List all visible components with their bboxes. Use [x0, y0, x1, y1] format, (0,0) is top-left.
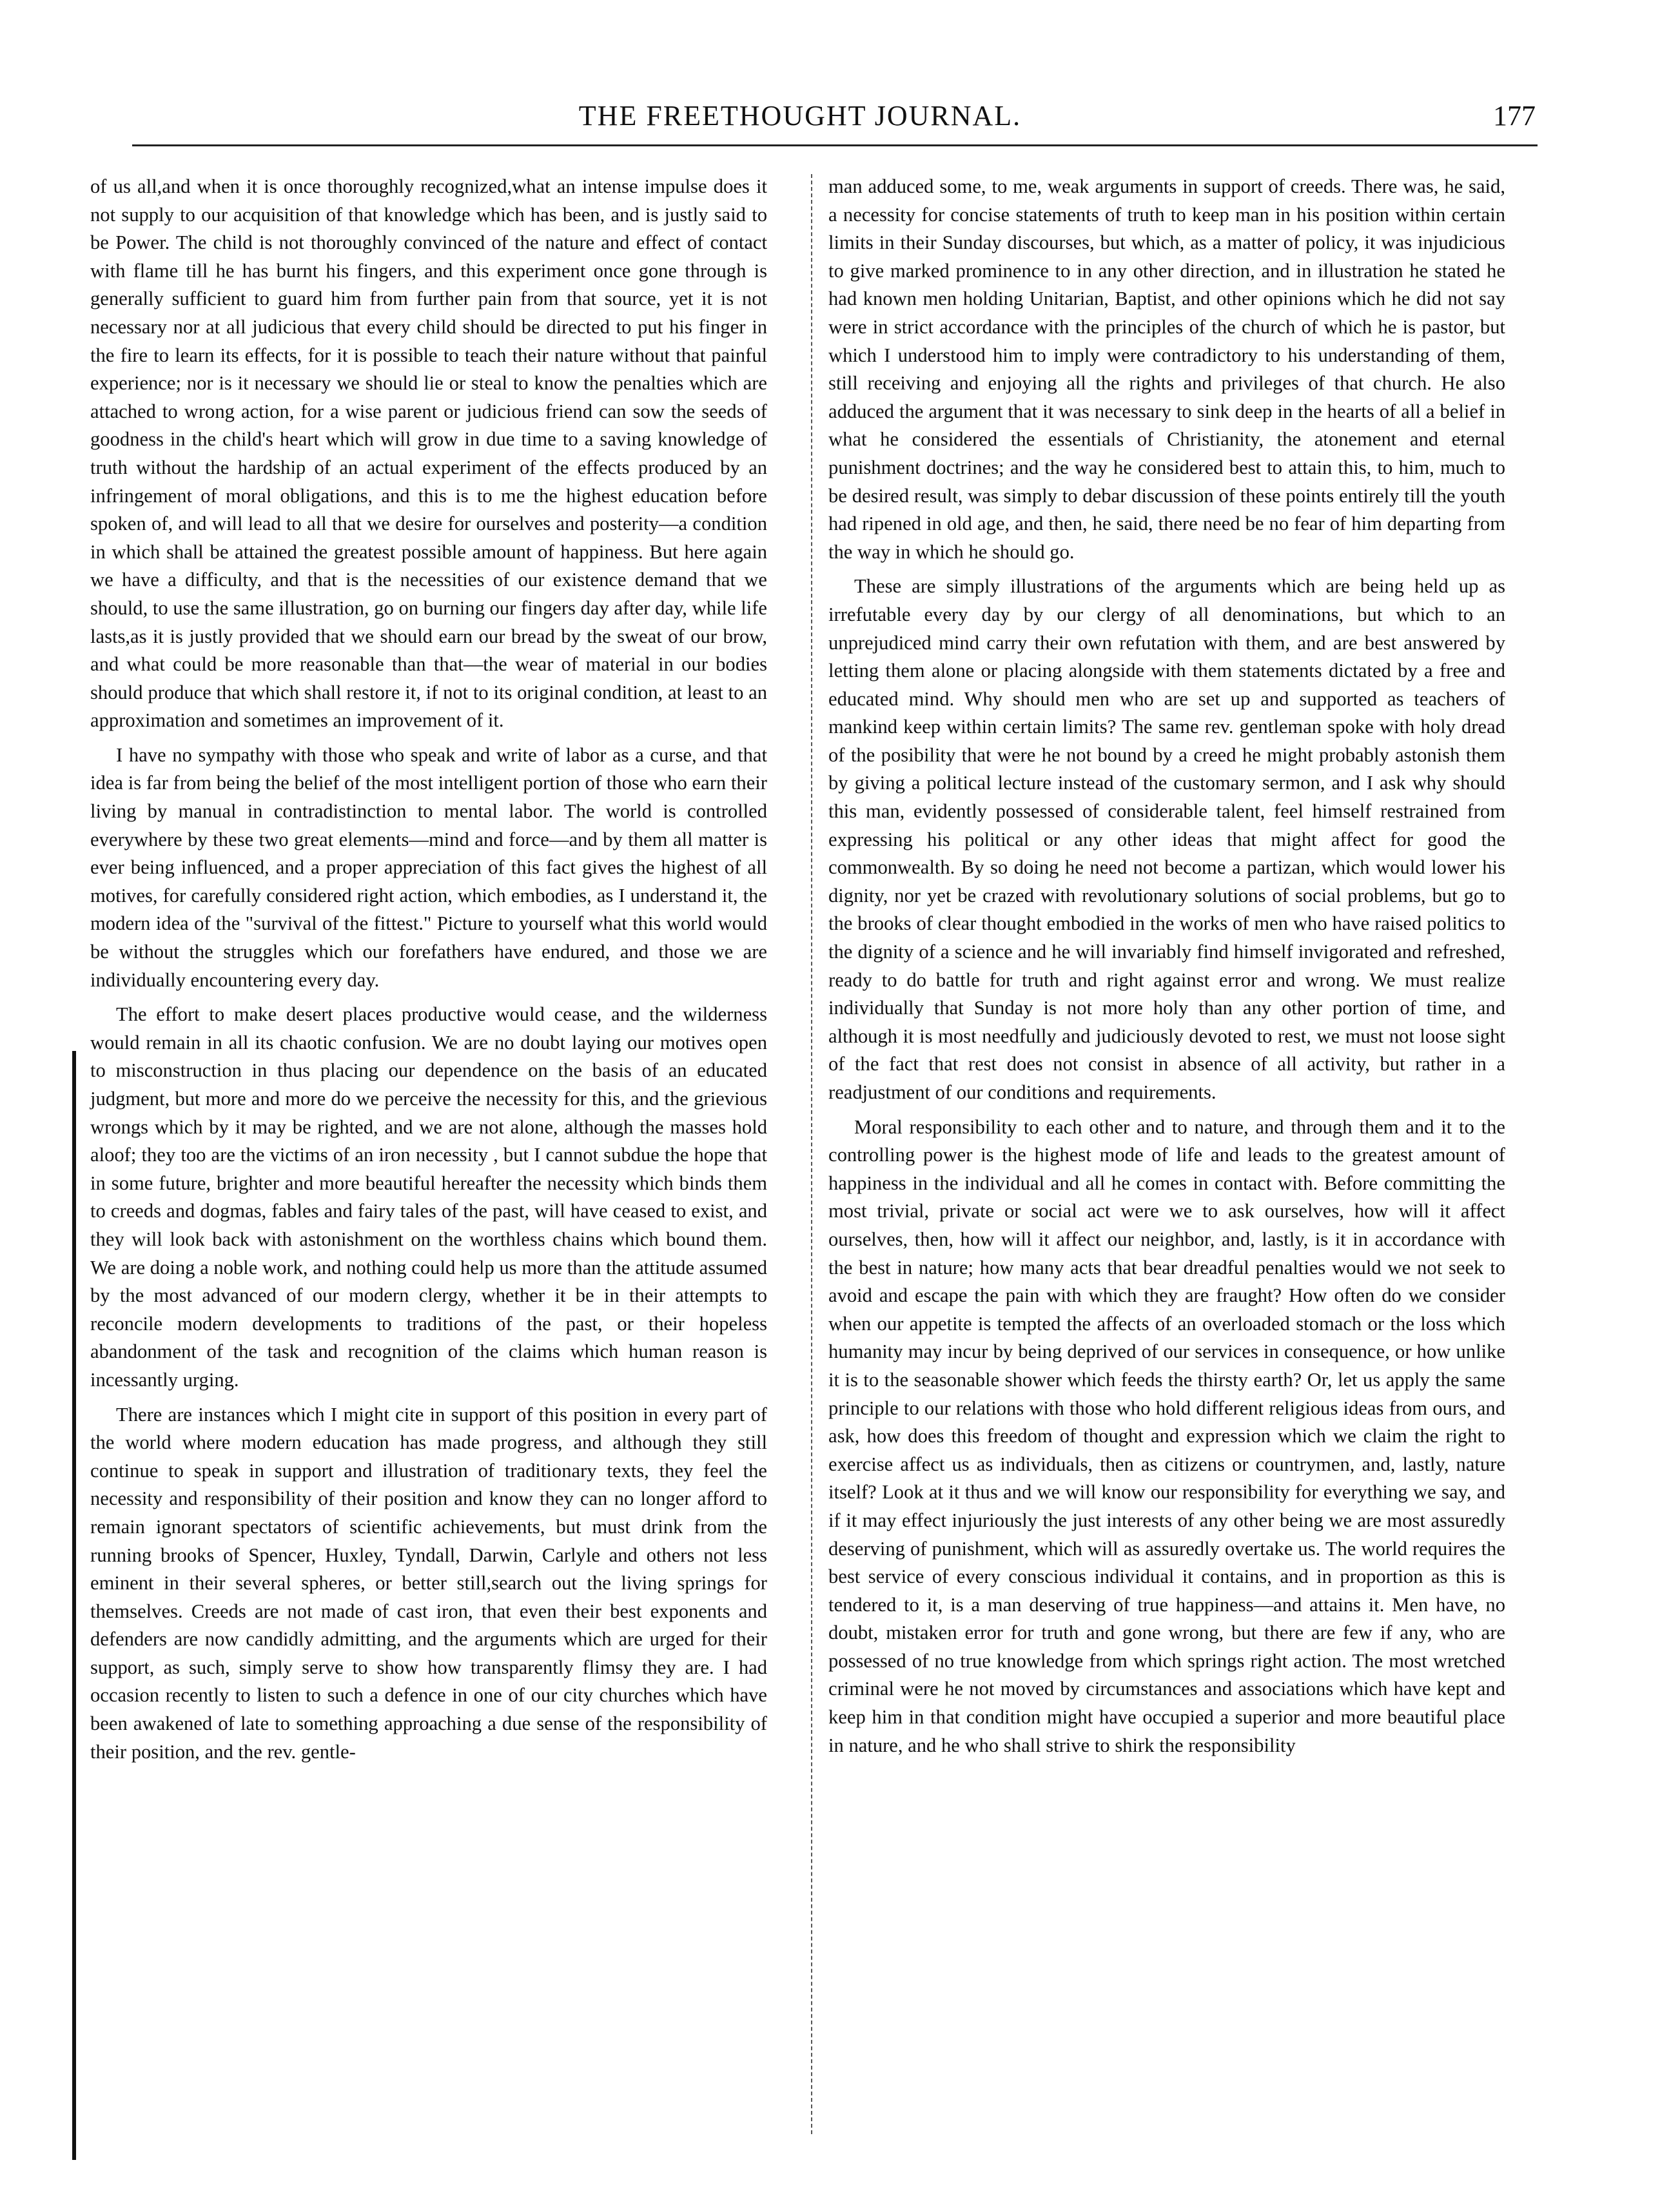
header-rule — [132, 144, 1538, 146]
page-number: 177 — [1493, 100, 1536, 132]
left-column — [90, 173, 767, 1772]
right-column — [828, 173, 1505, 1766]
margin-bar — [72, 1051, 76, 2160]
paragraph: The effort to make desert places productive would cease, and the wilderness would remain in all its chaotic confusion. We are no doubt laying our motives open to misconstruction in thus placing our dependence on the basis of an educated judgment, but more and more do we perceive the necessity for this, and the grievious wrongs which by it may be righted, and we are not alone, although the masses hold aloof; they too are the victims of an iron necessity , but I cannot subdue the hope that in some future, brighter and more beautiful hereafter the necessity which binds them to creeds and dogmas, fables and fairy tales of the past, will have ceased to exist, and they will look back with astonishment on the worthless chains which bound them. We are doing a noble work, and nothing could help us more than the attitude assumed by the most advanced of our modern clergy, whether it be in their attempts to reconcile modern developments to traditions of the past, or their hopeless abandonment of the task and recognition of the claims which human reason is incessantly urging. — [90, 1003, 767, 1391]
paragraph: There are instances which I might cite in support of this position in every part of the world where modern education has made progress, and although they still continue to speak in support and illustration of traditionary texts, they feel the necessity and responsibility of their position and know they can no longer afford to remain ignorant spectators of scientific achievements, but must drink from the running brooks of Spencer, Huxley, Tyndall, Darwin, Carlyle and others not less eminent in their several spheres, or better still,search out the living springs for themselves. Creeds are not made of cast iron, that even their best exponents and defenders are now candidly admitting, and the arguments which are urged for their support, as such, simply serve to show how transparently flimsy they are. I had occasion recently to listen to such a defence in one of our city churches which have been awakened of late to something approaching a due sense of the responsibility of their position, and the rev. gentle- — [90, 1403, 767, 1763]
paragraph: I have no sympathy with those who speak and write of labor as a curse, and that idea is far from being the belief of the most intelligent portion of those who earn their living by manual in contradistinction to mental labor. The world is controlled everywhere by these two great elements—mind and force—and by them all matter is ever being influenced, and a proper appreciation of this fact gives the highest of all motives, for carefully considered right action, which embodies, as I understand it, the modern idea of the "survival of the fittest." Picture to yourself what this world would be without the struggles which our forefathers have endured, and those we are individually encountering every day. — [90, 743, 767, 991]
paragraph: man adduced some, to me, weak arguments in support of creeds. There was, he said, a necessity for concise statements of truth to keep man in his position within certain limits in their Sunday discourses, but which, as a matter of policy, it was injudicious to give marked prominence to in any other direction, and in illustration he stated he had known men holding Unitarian, Baptist, and other opinions which he did not say were in strict accordance with the principles of the church of which he is pastor, but which I understood him to imply were contradictory to his understanding of them, still receiving and enjoying all the rights and privileges of that church. He also adduced the argument that it was necessary to sink deep in the hearts of all a belief in what he considered the essentials of Christianity, the atonement and eternal punishment doctrines; and the way he considered best to attain this, to him, much to be desired result, was simply to debar discussion of these points entirely till the youth had ripened in old age, and then, he said, there need be no fear of him departing from the way in which he should go. — [828, 175, 1505, 563]
column-divider — [811, 174, 812, 2134]
paragraph: These are simply illustrations of the arguments which are being held up as irrefutable every day by our clergy of all denominations, but which to an unprejudiced mind carry their own refutation with them, and are best answered by letting them alone or placing alongside with them statements dictated by a free and educated mind. Why should men who are set up and supported as teachers of mankind keep within certain limits? The same rev. gentleman spoke with holy dread of the posibility that were he not bound by a creed he might probably astonish them by giving a political lecture instead of the customary sermon, and I ask why should this man, evidently possessed of considerable talent, feel himself restrained from expressing his political or any other ideas that might affect for good the commonwealth. By so doing he need not become a partizan, which would lower his dignity, nor yet be crazed with revolutionary solutions of social problems, but go to the brooks of clear thought embodied in the works of men who have raised politics to the dignity of a science and he will invariably find himself invigorated and refreshed, ready to do battle for truth and right against error and wrong. We must realize individually that Sunday is not more holy than any other portion of time, and although it is most needfully and judiciously devoted to rest, we must not loose sight of the fact that rest does not consist in absence of all activity, but rather in a readjustment of our conditions and requirements. — [828, 575, 1505, 1103]
journal-title: THE FREETHOUGHT JOURNAL. — [578, 100, 1022, 132]
paragraph: of us all,and when it is once thoroughly recognized,what an intense impulse does it not supply to our acquisition of that knowledge which has been, and is justly said to be Power. The child is not thoroughly convinced of the nature and effect of contact with flame till he has burnt his fingers, and this experiment once gone through is generally sufficient to guard him from further pain from that source, yet it is not necessary nor at all judicious that every child should be directed to put his finger in the fire to learn its effects, for it is possible to teach their nature without that painful experience; nor is it necessary we should lie or steal to know the penalties which are attached to wrong action, for a wise parent or judicious friend can sow the seeds of goodness in the child's heart which will grow in due time to a saving knowledge of truth without the hardship of an actual experiment of the effects produced by an infringement of moral obligations, and this is to me the highest education before spoken of, and will lead to all that we desire for ourselves and posterity—a condition in which shall be attained the greatest possible amount of happiness. But here again we have a difficulty, and that is the necessities of our existence demand that we should, to use the same illustration, go on burning our fingers day after day, while life lasts,as it is justly provided that we should earn our bread by the sweat of our brow, and what could be more reasonable than that—the wear of material in our bodies should produce that which shall restore it, if not to its original condition, at least to an approximation and sometimes an improvement of it. — [90, 175, 767, 732]
paragraph: Moral responsibility to each other and to nature, and through them and it to the controlling power is the highest mode of life and leads to the greatest amount of happiness in the individual and all he comes in contact with. Before committing the most trivial, private or social act were we to ask ourselves, how will it affect ourselves, then, how will it affect our neighbor, and, lastly, is it in accordance with the best in nature; how many acts that bear dreadful penalties would we not seek to avoid and escape the pain with which they are fraught? How often do we consider when our appetite is tempted the affects of an overloaded stomach or the loss which humanity may incur by being deprived of our services in consequence, or how unlike it is to the seasonable shower which feeds the thirsty earth? Or, let us apply the same principle to our relations with those who hold different religious ideas from ours, and ask, how does this freedom of thought and expression which we claim the right to exercise affect us as individuals, then as citizens or countrymen, and, lastly, nature itself? Look at it thus and we will know our responsibility for everything we say, and if it may effect injuriously the just interests of any other being we are most assuredly deserving of punishment, which will as assuredly overtake us. The world requires the best service of every conscious individual it contains, and in proportion as this is tendered to it, is a man deserving of true happiness—and attains it. Men have, no doubt, mistaken error for truth and gone wrong, but there are few if any, who are possessed of no true knowledge from which springs right action. The most wretched criminal were he not moved by circumstances and associations which have kept and keep him in that condition might have occupied a superior and more beautiful place in nature, and he who shall strive to shirk the responsibility — [828, 1115, 1505, 1756]
page-header — [64, 97, 1536, 135]
